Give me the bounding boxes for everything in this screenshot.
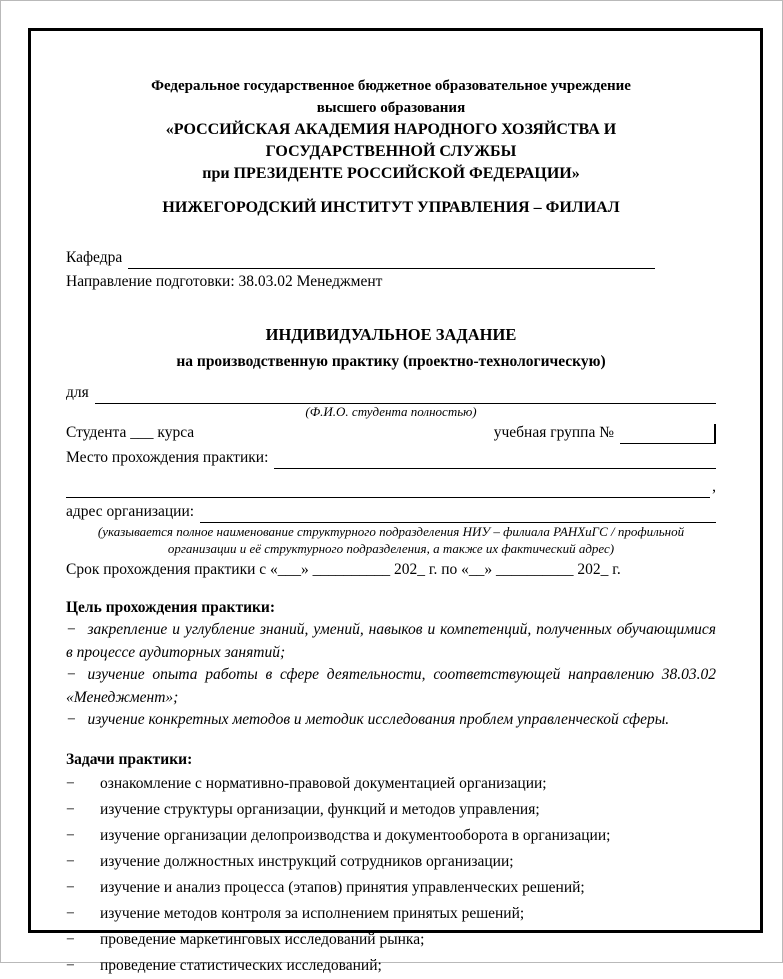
institute-name: НИЖЕГОРОДСКИЙ ИНСТИТУТ УПРАВЛЕНИЯ – ФИЛИАЛ: [162, 199, 620, 216]
department-line: [66, 246, 716, 269]
dash-marker: −: [66, 878, 75, 896]
student-course-label: Студента ___ курса: [66, 424, 195, 441]
task-item: [66, 771, 716, 797]
task-item-text: изучение структуры организации, функций и методов управления;: [100, 800, 540, 818]
org-header-line: Федеральное государственное бюджетное образовательное учреждение: [151, 78, 631, 94]
practice-term-line: Срок прохождения практики с «___» __________ 202_ г. по «__» __________ 202_ г.: [66, 561, 621, 578]
dash-marker: −: [66, 956, 75, 974]
goal-item-text: изучение конкретных методов и методик исследования проблем управленческой сферы.: [87, 711, 670, 728]
goal-item: [66, 664, 716, 709]
dash-marker: −: [66, 621, 77, 638]
fio-note: (Ф.И.О. студента полностью): [305, 404, 477, 419]
task-item: [66, 927, 716, 953]
organization-address-label: адрес организации:: [66, 503, 195, 520]
task-item-text: ознакомление с нормативно-правовой документацией организации;: [100, 774, 547, 792]
organization-address-blank[interactable]: [200, 503, 716, 523]
goal-item: [66, 709, 716, 732]
practice-place-line: [66, 446, 716, 469]
student-name-line: [66, 381, 716, 404]
department-label: Кафедра: [66, 249, 123, 266]
task-item: [66, 953, 716, 979]
department-field-blank[interactable]: [128, 249, 655, 269]
document-content: [66, 75, 716, 979]
document-subtitle: на производственную практику (проектно-технологическую): [176, 353, 606, 370]
goal-item: [66, 619, 716, 664]
dash-marker: −: [66, 826, 75, 844]
practice-place-continuation-line: [66, 475, 716, 498]
dash-marker: −: [66, 852, 75, 870]
student-course-group-line: [66, 421, 716, 444]
task-item-text: изучение должностных инструкций сотрудников организации;: [100, 852, 514, 870]
task-item-text: проведение маркетинговых исследований рынка;: [100, 930, 425, 948]
group-number-blank[interactable]: [620, 424, 716, 444]
task-item-text: изучение организации делопроизводства и документооборота в организации;: [100, 826, 611, 844]
task-item: [66, 823, 716, 849]
student-name-blank[interactable]: [95, 384, 716, 404]
organization-header: [66, 75, 716, 219]
practice-place-blank-2[interactable]: [66, 478, 710, 498]
org-header-line: высшего образования: [316, 100, 466, 116]
continuation-comma: ,: [712, 478, 716, 495]
study-group: [494, 421, 716, 444]
task-item-text: изучение методов контроля за исполнением принятых решений;: [100, 904, 525, 922]
practice-place-label: Место прохождения практики:: [66, 449, 269, 466]
organization-address-line: [66, 500, 716, 523]
task-item: [66, 797, 716, 823]
tasks-heading: Задачи практики:: [66, 750, 193, 768]
org-header-line: «РОССИЙСКАЯ АКАДЕМИЯ НАРОДНОГО ХОЗЯЙСТВА И: [165, 121, 617, 138]
program-line: Направление подготовки: 38.03.02 Менеджмент: [66, 273, 383, 290]
task-item-text: проведение статистических исследований;: [100, 956, 382, 974]
org-header-line: при ПРЕЗИДЕНТЕ РОССИЙСКОЙ ФЕДЕРАЦИИ»: [202, 165, 580, 182]
goal-item-text: изучение опыта работы в сфере деятельности, соответствующей направлению 38.03.02 «Менеджмент»;: [66, 666, 716, 706]
dash-marker: −: [66, 904, 75, 922]
org-header-line: ГОСУДАРСТВЕННОЙ СЛУЖБЫ: [265, 143, 517, 160]
dash-marker: −: [66, 800, 75, 818]
dash-marker: −: [66, 930, 75, 948]
goal-heading: Цель прохождения практики:: [66, 599, 276, 616]
dash-marker: −: [66, 666, 77, 683]
dash-marker: −: [66, 711, 77, 728]
dash-marker: −: [66, 774, 75, 792]
goal-item-text: закрепление и углубление знаний, умений, навыков и компетенций, полученных обучающимися в процессе аудиторных занятий;: [66, 621, 716, 661]
task-item: [66, 875, 716, 901]
address-note-line: (указывается полное наименование структурного подразделения НИУ – филиала РАНХиГС / профильной: [97, 524, 685, 539]
for-label: для: [66, 384, 89, 401]
group-label: учебная группа №: [493, 424, 614, 441]
task-item: [66, 901, 716, 927]
practice-place-blank[interactable]: [274, 449, 716, 469]
task-item-text: изучение и анализ процесса (этапов) принятия управленческих решений;: [100, 878, 585, 896]
address-note-line: организации и её структурного подразделения, а также их фактический адрес): [167, 541, 615, 556]
task-item: [66, 849, 716, 875]
document-title: ИНДИВИДУАЛЬНОЕ ЗАДАНИЕ: [265, 325, 517, 344]
